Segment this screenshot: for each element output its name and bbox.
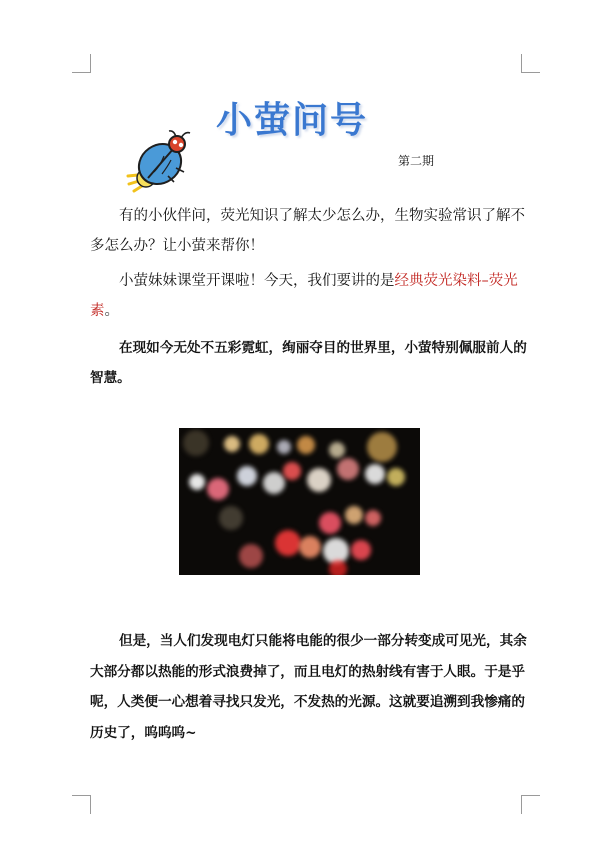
neon-paragraph: 在现如今无处不五彩霓虹，绚丽夺目的世界里，小萤特别佩服前人的智慧。	[90, 340, 527, 386]
intro-paragraph: 有的小伙伴问，荧光知识了解太少怎么办，生物实验常识了解不多怎么办？让小萤来帮你！	[90, 208, 525, 254]
margin-mark-top-right	[521, 54, 540, 73]
margin-mark-bottom-left	[72, 795, 91, 814]
highlight-fluorescein: 经典荧光染料–荧光素	[90, 273, 518, 319]
lesson-text-end: 。	[104, 303, 119, 319]
margin-mark-top-left	[72, 54, 91, 73]
issue-number: 第二期	[398, 154, 435, 168]
margin-mark-bottom-right	[521, 795, 540, 814]
bokeh-city-lights-photo	[179, 428, 420, 575]
page-title: 小萤问号	[216, 100, 369, 141]
lesson-paragraph	[90, 266, 530, 326]
history-paragraph: 但是，当人们发现电灯只能将电能的很少一部分转变成可见光，其余大部分都以热能的形式浪费掉了，而且电灯的热射线有害于人眼。于是乎呢，人类便一心想着寻找只发光，不发热的光源。这就要追溯到我惨痛的历史了，呜呜呜~	[90, 633, 527, 741]
lesson-text: 小萤妹妹课堂开课啦！今天，我们要讲的是	[119, 273, 395, 289]
firefly-icon	[124, 126, 194, 196]
